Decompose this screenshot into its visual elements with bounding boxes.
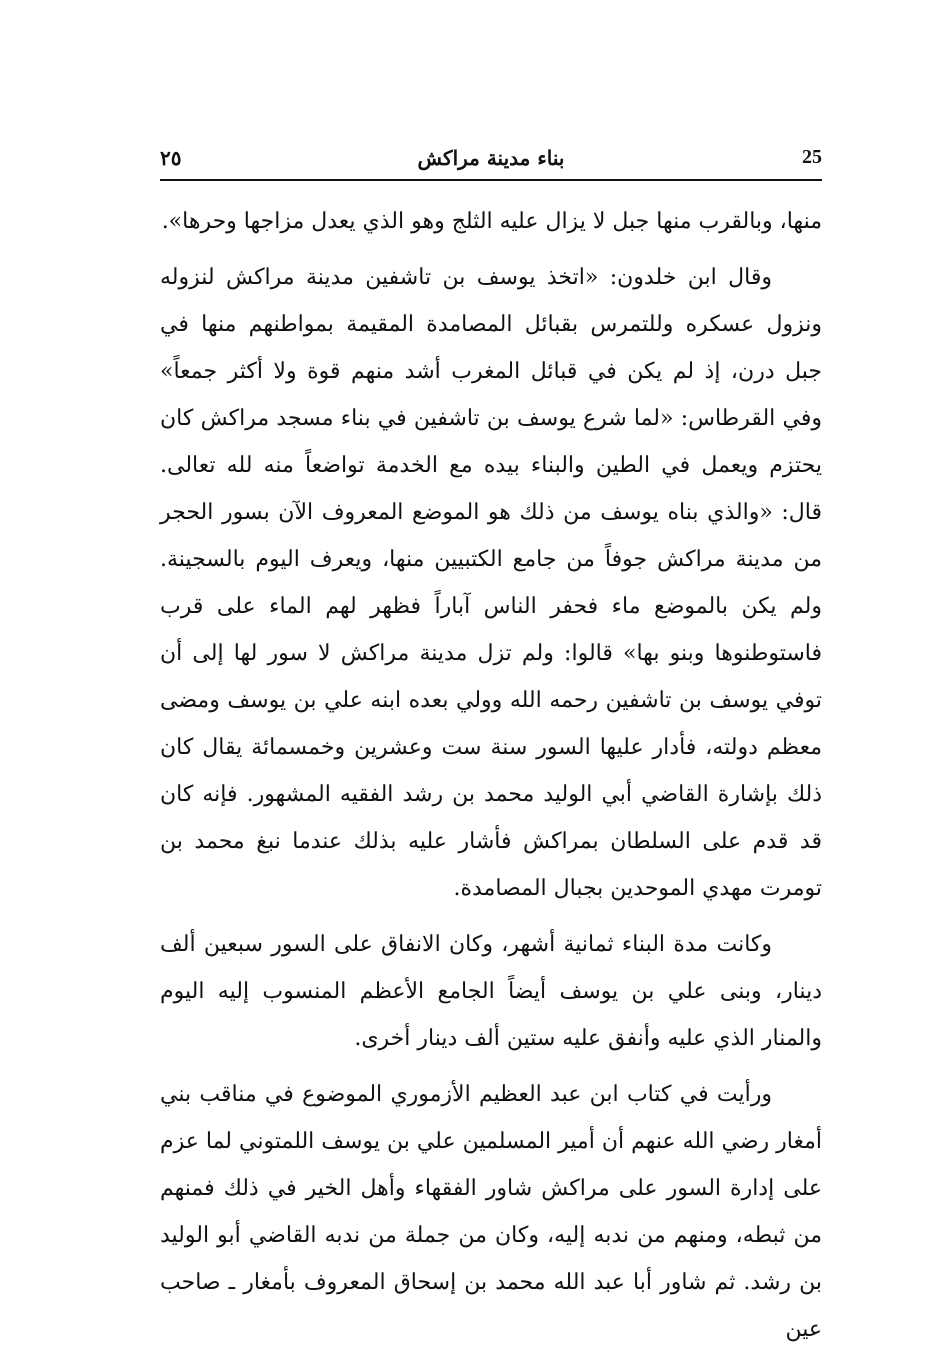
- body-text: [160, 198, 822, 1362]
- chapter-title: بناء مدينة مراكش: [417, 146, 565, 170]
- header-divider: [160, 179, 822, 181]
- paragraph: وقال ابن خلدون: «اتخذ يوسف بن تاشفين مدينة مراكش لنزوله ونزول عسكره وللتمرس بقبائل المصامدة المقيمة بمواطنهم منها في جبل درن، إذ لم يكن في قبائل المغرب أشد منهم قوة ولا أكثر جمعاً» وفي القرطاس: «لما شرع يوسف بن تاشفين في بناء مسجد مراكش كان يحتزم ويعمل في الطين والبناء بيده مع الخدمة تواضعاً منه لله تعالى. قال: «والذي بناه يوسف من ذلك هو الموضع المعروف الآن بسور الحجر من مدينة مراكش جوفاً من جامع الكتبيين منها، ويعرف اليوم بالسجينة. ولم يكن بالموضع ماء فحفر الناس آباراً فظهر لهم الماء على قرب فاستوطنوها وبنو بها» قالوا: ولم تزل مدينة مراكش لا سور لها إلى أن توفي يوسف بن تاشفين رحمه الله وولي بعده ابنه علي بن يوسف ومضى معظم دولته، فأدار عليها السور سنة ست وعشرين وخمسمائة يقال كان ذلك بإشارة القاضي أبي الوليد محمد بن رشد الفقيه المشهور. فإنه كان قد قدم على السلطان بمراكش فأشار عليه بذلك عندما نبغ محمد بن تومرت مهدي الموحدين بجبال المصامدة.: [160, 265, 823, 901]
- paragraph: ورأيت في كتاب ابن عبد العظيم الأزموري الموضوع في مناقب بني أمغار رضي الله عنهم أن أمير المسلمين علي بن يوسف اللمتوني لما عزم على إدارة السور على مراكش شاور الفقهاء وأهل الخير في ذلك فمنهم من ثبطه، ومنهم من ندبه إليه، وكان من جملة من ندبه القاضي أبو الوليد بن رشد. ثم شاور أبا عبد الله محمد بن إسحاق المعروف بأمغار ـ صاحب عين: [160, 1082, 822, 1342]
- paragraph: وكانت مدة البناء ثمانية أشهر، وكان الانفاق على السور سبعين ألف دينار، وبنى علي بن يوسف أيضاً الجامع الأعظم المنسوب إليه اليوم والمنار الذي عليه وأنفق عليه ستين ألف دينار أخرى.: [160, 932, 822, 1051]
- paragraph: منها، وبالقرب منها جبل لا يزال عليه الثلج وهو الذي يعدل مزاجها وحرها».: [161, 209, 822, 234]
- page-number-arabic: ٢٥: [160, 146, 182, 170]
- running-header: [160, 146, 822, 176]
- page-number-latin: 25: [802, 146, 822, 168]
